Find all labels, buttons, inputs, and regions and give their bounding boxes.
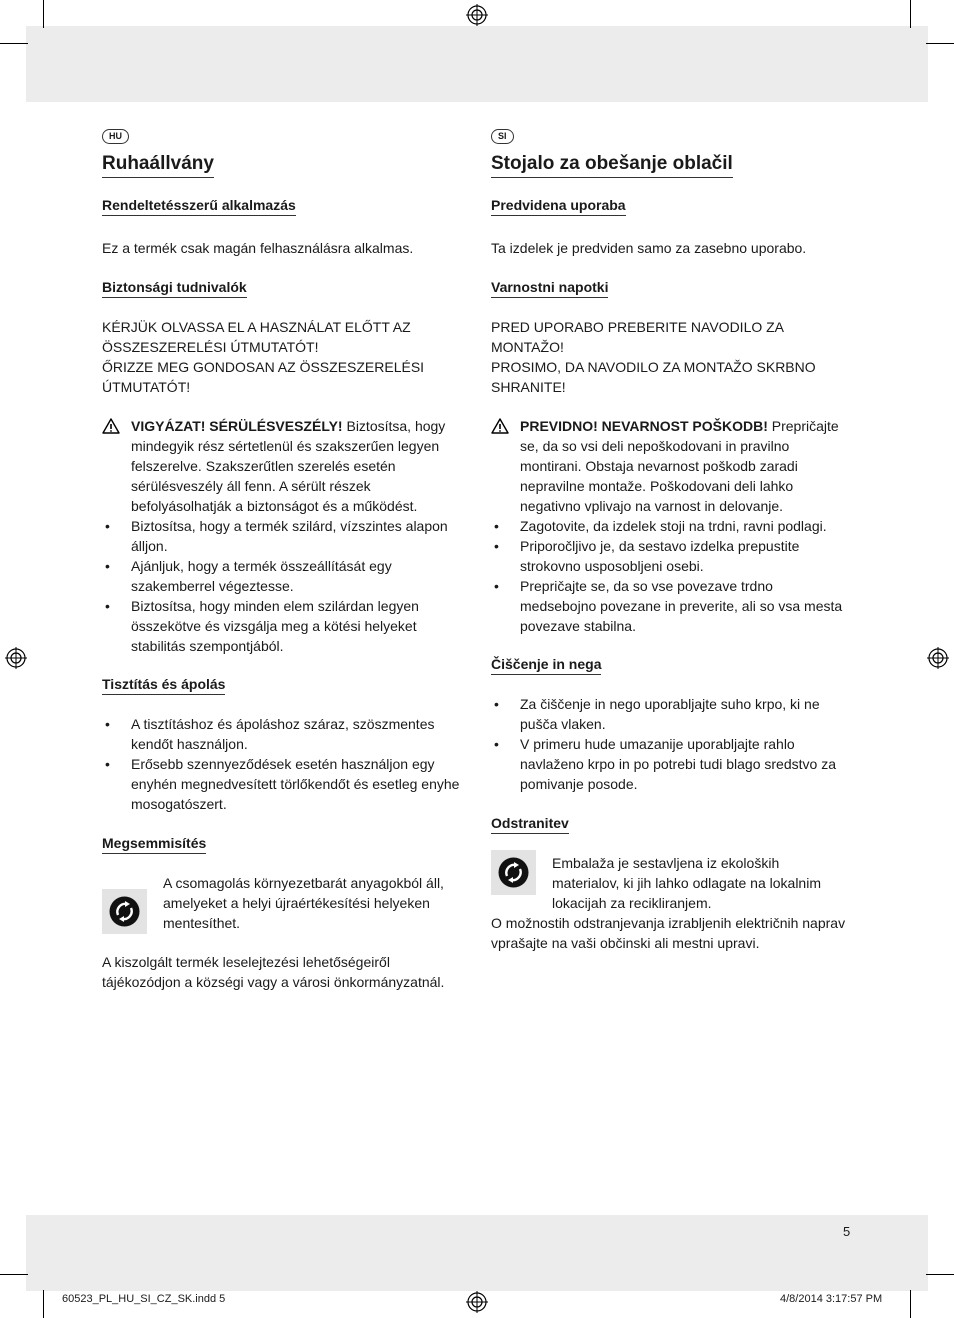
footer-band	[26, 1215, 928, 1291]
warning-body: Biztosítsa, hogy mindegyik rész sértetlenül és szakszerűen legyen felszerelve. Szakszerűtlen szerelés esetén sérülésveszély áll fenn. A sérült részek befolyásolhatják a biztonságot és a működést.	[131, 418, 446, 514]
paragraph: Ta izdelek je predviden samo za zasebno uporabo.	[491, 240, 807, 256]
notice-line: SHRANITE!	[491, 379, 566, 395]
section-heading: Rendeltetésszerű alkalmazás	[102, 196, 296, 216]
list-item: • Prepričajte se, da so vse povezave trdno medsebojno povezane in preverite, ali so vsa mesta povezave stabilna.	[491, 576, 849, 636]
notice-line: ŐRIZZE MEG GONDOSAN AZ ÖSSZESZERELÉSI	[102, 359, 425, 375]
green-dot-recycle-icon	[102, 889, 147, 934]
list-item: • Erősebb szennyeződések esetén használjon egy enyhén megnedvesített törlőkendőt és esetleg enyhe mosogatószert.	[102, 754, 460, 814]
paragraph: Ez a termék csak magán felhasználásra alkalmas.	[102, 240, 414, 256]
warning-triangle-icon	[102, 418, 120, 434]
page-title: Stojalo za obešanje oblačil	[491, 152, 733, 178]
crop-mark	[910, 1290, 911, 1318]
safety-list	[491, 516, 849, 636]
notice-line: KÉRJÜK OLVASSA EL A HASZNÁLAT ELŐTT AZ	[102, 319, 411, 335]
list-item: • Biztosítsa, hogy a termék szilárd, vízszintes alapon álljon.	[102, 516, 460, 556]
notice-line: ÚTMUTATÓT!	[102, 379, 191, 395]
notice-line: PROSIMO, DA NAVODILO ZA MONTAŽO SKRBNO	[491, 359, 816, 375]
paragraph: O možnostih odstranjevanja izrabljenih električnih naprav vprašajte na vaši občinski ali mestni upravi.	[491, 915, 846, 951]
registration-mark-icon	[466, 4, 488, 26]
page-number: 5	[843, 1224, 851, 1239]
notice-line: MONTAŽO!	[491, 339, 564, 355]
header-band	[26, 26, 928, 102]
registration-mark-icon	[5, 647, 27, 669]
list-item: • Za čiščenje in nego uporabljajte suho krpo, ki ne pušča vlaken.	[491, 694, 849, 734]
language-badge: HU	[102, 129, 129, 144]
warning-label: PREVIDNO! NEVARNOST POŠKODB!	[520, 418, 768, 434]
page-title: Ruhaállvány	[102, 152, 214, 178]
crop-mark	[926, 1274, 954, 1275]
section-heading: Varnostni napotki	[491, 278, 608, 298]
registration-mark-icon	[466, 1291, 488, 1313]
list-item: • A tisztításhoz és ápoláshoz száraz, szöszmentes kendőt használjon.	[102, 714, 460, 754]
crop-mark	[0, 1274, 28, 1275]
crop-mark	[43, 1290, 44, 1318]
section-heading: Čiščenje in nega	[491, 655, 601, 675]
safety-list	[102, 516, 460, 656]
warning-text	[520, 416, 849, 516]
column-hu	[102, 126, 460, 992]
notice-line: PRED UPORABO PREBERITE NAVODILO ZA	[491, 319, 785, 335]
footer-datetime: 4/8/2014 3:17:57 PM	[780, 1293, 883, 1305]
list-item: • V primeru hude umazanije uporabljajte rahlo navlaženo krpo in po potrebi tudi blago sredstvo za pomivanje posode.	[491, 734, 849, 794]
section-heading: Megsemmisítés	[102, 834, 206, 854]
warning-triangle-icon	[491, 418, 509, 434]
disposal-row	[491, 853, 849, 913]
warning-body: Prepričajte se, da so vsi deli nepoškodovani in pravilno montirani. Obstaja nevarnost poškodb zaradi nepravilne montaže. Poškodovani deli lahko negativno vplivajo na varnost in delovanje.	[520, 418, 839, 514]
list-item: • Ajánljuk, hogy a termék összeállítását egy szakemberrel végeztesse.	[102, 556, 460, 596]
safety-notice	[102, 317, 460, 397]
cleaning-list	[102, 714, 460, 814]
paragraph: A kiszolgált termék leselejtezési lehetőségeiről tájékozódjon a községi vagy a városi önkormányzatnál.	[102, 954, 445, 990]
notice-line: ÖSSZESZERELÉSI ÚTMUTATÓT!	[102, 339, 319, 355]
section-heading: Tisztítás és ápolás	[102, 675, 225, 695]
crop-mark	[43, 0, 44, 28]
cleaning-list	[491, 694, 849, 794]
disposal-text: Embalaža je sestavljena iz ekoloških materialov, ki jih lahko odlagate na lokalnim lokacijah za recikliranjem.	[552, 855, 821, 911]
language-badge: SI	[491, 129, 514, 144]
warning-label: VIGYÁZAT! SÉRÜLÉSVESZÉLY!	[131, 418, 343, 434]
crop-mark	[910, 0, 911, 28]
warning-block	[102, 416, 460, 516]
list-item: • Biztosítsa, hogy minden elem szilárdan legyen összekötve és vizsgálja meg a kötési helyeket stabilitás szempontjából.	[102, 596, 460, 656]
footer-filename: 60523_PL_HU_SI_CZ_SK.indd 5	[62, 1293, 226, 1305]
disposal-text: A csomagolás környezetbarát anyagokból áll, amelyeket a helyi újraértékesítési helyeken mentesíthet.	[163, 875, 444, 931]
warning-block	[491, 416, 849, 516]
safety-notice	[491, 317, 849, 397]
list-item: • Zagotovite, da izdelek stoji na trdni, ravni podlagi.	[491, 516, 849, 536]
disposal-row	[102, 873, 460, 933]
list-item: • Priporočljivo je, da sestavo izdelka prepustite strokovno usposobljeni osebi.	[491, 536, 849, 576]
section-heading: Odstranitev	[491, 814, 569, 834]
section-heading: Predvidena uporaba	[491, 196, 626, 216]
column-si	[491, 126, 849, 953]
crop-mark	[0, 43, 28, 44]
crop-mark	[926, 43, 954, 44]
section-heading: Biztonsági tudnivalók	[102, 278, 247, 298]
warning-text	[131, 416, 460, 516]
green-dot-recycle-icon	[491, 850, 536, 895]
registration-mark-icon	[927, 647, 949, 669]
